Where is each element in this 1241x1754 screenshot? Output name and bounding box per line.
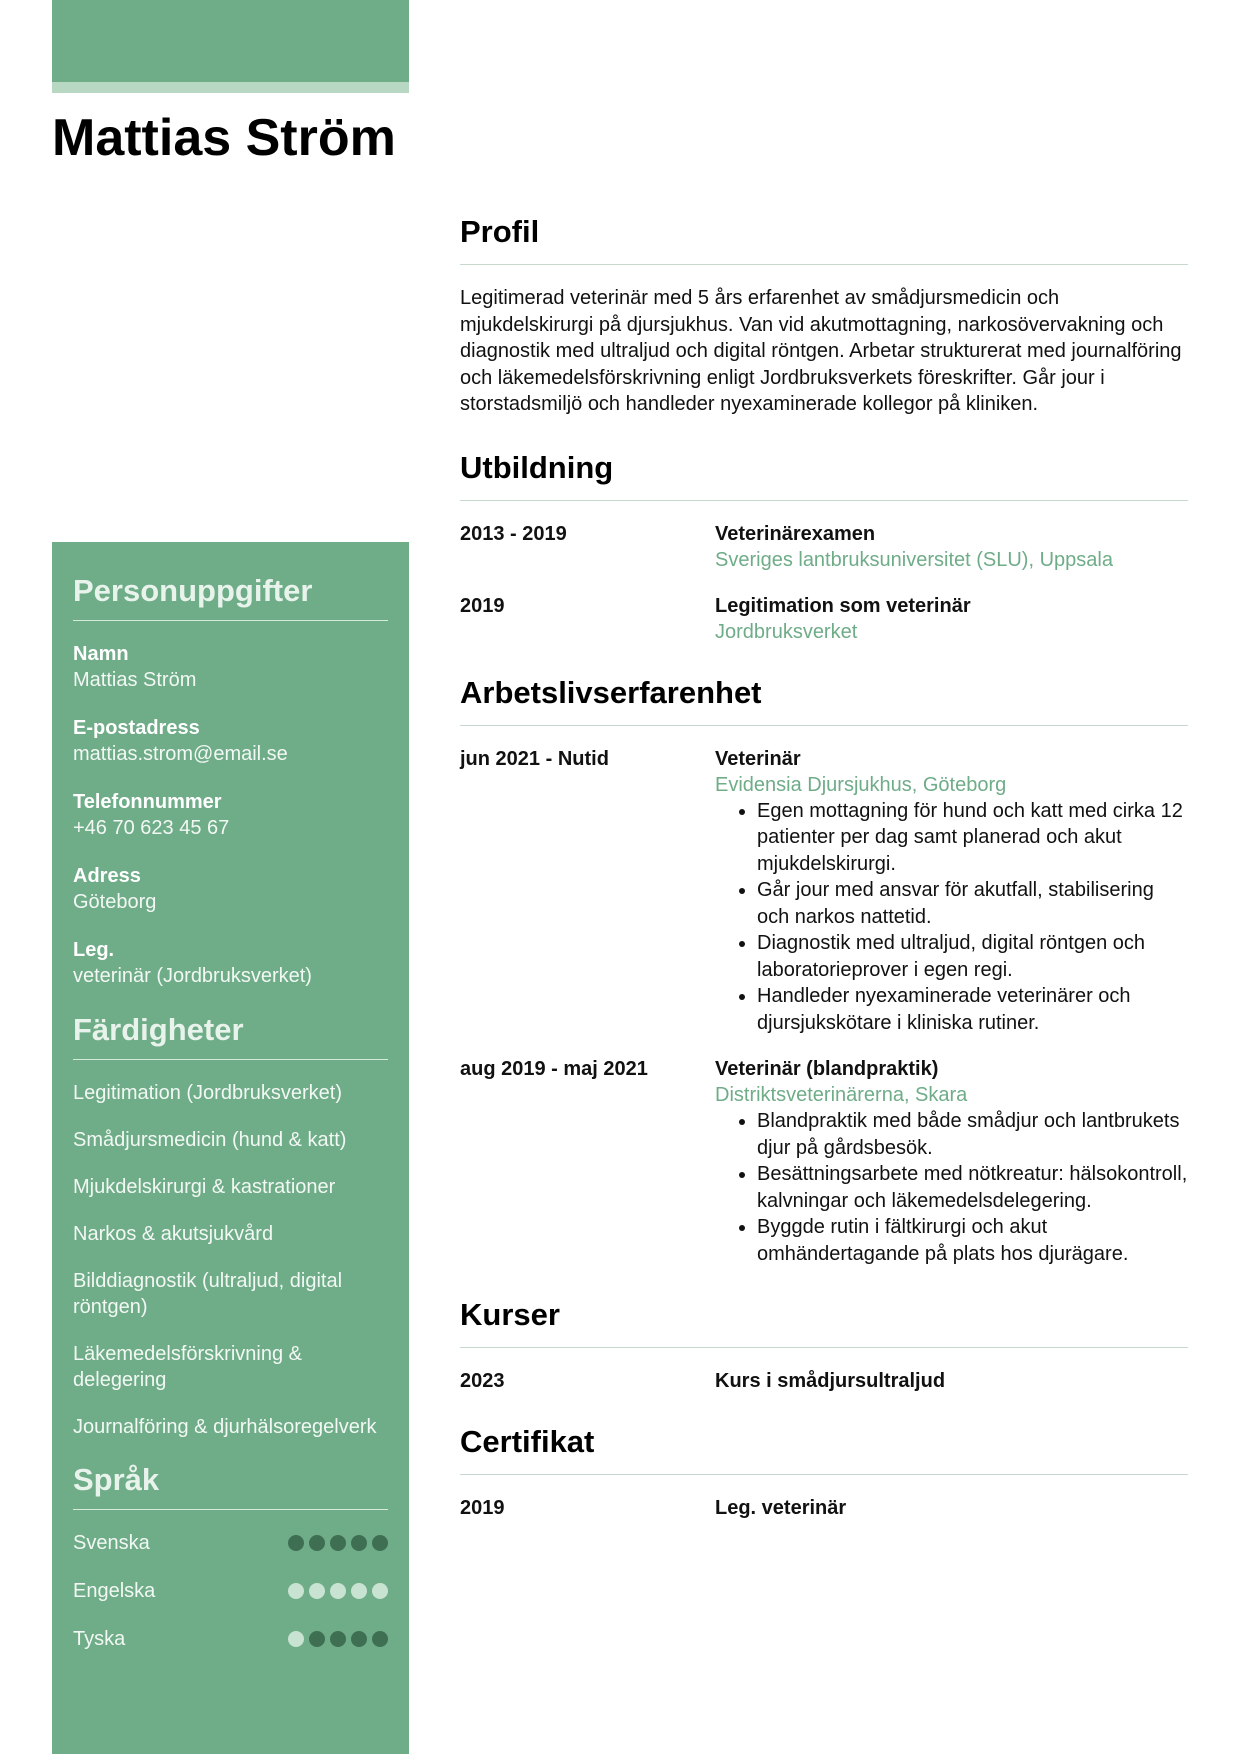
entry-body [715, 1056, 1188, 1267]
education-section [460, 448, 1188, 645]
sidebar [52, 542, 409, 1754]
languages-heading: Språk [73, 1461, 388, 1510]
personal-label: E-postadress [73, 717, 200, 739]
level-dot [351, 1583, 367, 1599]
bullet-item: • Handleder nyexaminerade veterinärer och djursjukskötare i kliniska rutiner. [757, 983, 1188, 1036]
license-value: veterinär (Jordbruksverket) [73, 965, 312, 987]
level-dot [372, 1631, 388, 1647]
language-row [73, 1626, 388, 1652]
personal-heading: Personuppgifter [73, 572, 388, 621]
language-row [73, 1578, 388, 1604]
entry-date: 2019 [460, 594, 505, 617]
personal-item-phone [73, 789, 388, 841]
language-level-dots [288, 1535, 388, 1551]
certificates-section [460, 1422, 1188, 1521]
level-dot [330, 1583, 346, 1599]
personal-label: Namn [73, 643, 129, 665]
experience-section [460, 673, 1188, 1268]
entry-title: Kurs i smådjursultraljud [715, 1370, 946, 1392]
experience-entry [460, 746, 1188, 1037]
language-row [73, 1530, 388, 1556]
entry-title: Leg. veterinär [715, 1497, 847, 1519]
personal-label: Adress [73, 865, 141, 887]
phone-value: +46 70 623 45 67 [73, 817, 230, 839]
page-title: Mattias Ström [52, 109, 396, 167]
education-entry [460, 521, 1188, 573]
profile-heading: Profil [460, 212, 1188, 265]
level-dot [351, 1631, 367, 1647]
bullet-item: • Besättningsarbete med nötkreatur: hälsokontroll, kalvningar och läkemedelsdelegering. [757, 1161, 1188, 1214]
experience-heading: Arbetslivserfarenhet [460, 673, 1188, 726]
skills-heading: Färdigheter [73, 1011, 388, 1060]
entry-org: Evidensia Djursjukhus, Göteborg [715, 773, 1007, 796]
courses-section [460, 1295, 1188, 1394]
level-dot [288, 1631, 304, 1647]
experience-entry [460, 1056, 1188, 1267]
main-content [460, 212, 1188, 1549]
skill-item: Journalföring & djurhälsoregelverk [73, 1416, 377, 1438]
entry-org: Jordbruksverket [715, 620, 858, 643]
email-value: mattias.strom@email.se [73, 743, 288, 765]
skill-item: Mjukdelskirurgi & kastrationer [73, 1176, 336, 1198]
header-accent-stripe [52, 82, 409, 93]
personal-item-license [73, 937, 388, 989]
personal-item-address [73, 863, 388, 915]
entry-org: Sveriges lantbruksuniversitet (SLU), Uppsala [715, 548, 1113, 571]
profile-text: Legitimerad veterinär med 5 års erfarenhet av smådjursmedicin och mjukdelskirurgi på djursjukhus. Van vid akutmottagning, narkosövervakning och diagnostik med ultraljud och digital röntgen. Arbetar strukturerat med journalföring och läkemedelsförskrivning enligt Jordbruksverkets föreskrifter. Går jour i storstadsmiljö och handleder nyexaminerade kollegor på kliniken. [460, 287, 1182, 415]
entry-title: Veterinär (blandpraktik) [715, 1058, 939, 1080]
certificates-heading: Certifikat [460, 1422, 1188, 1475]
entry-date: 2013 - 2019 [460, 522, 567, 545]
level-dot [330, 1631, 346, 1647]
entry-date: aug 2019 - maj 2021 [460, 1058, 648, 1080]
personal-label: Telefonnummer [73, 791, 222, 813]
bullet-item: • Går jour med ansvar för akutfall, stabilisering och narkos nattetid. [757, 877, 1188, 930]
languages-list [73, 1530, 388, 1652]
entry-date: 2019 [460, 1497, 505, 1519]
skill-item: Narkos & akutsjukvård [73, 1223, 274, 1245]
language-level-dots [288, 1583, 388, 1599]
level-dot [351, 1535, 367, 1551]
skill-item: Bilddiagnostik (ultraljud, digital röntgen) [73, 1270, 343, 1318]
courses-heading: Kurser [460, 1295, 1188, 1348]
level-dot [309, 1583, 325, 1599]
entry-body [715, 593, 1188, 645]
level-dot [372, 1583, 388, 1599]
profile-section [460, 212, 1188, 418]
entry-title: Veterinärexamen [715, 522, 876, 545]
skill-item: Smådjursmedicin (hund & katt) [73, 1129, 347, 1151]
level-dot [288, 1535, 304, 1551]
entry-bullets [715, 1108, 1188, 1267]
skills-list [73, 1080, 388, 1440]
skill-item: Läkemedelsförskrivning & delegering [73, 1343, 302, 1391]
language-name: Engelska [73, 1579, 156, 1602]
language-level-dots [288, 1631, 388, 1647]
personal-label: Leg. [73, 939, 115, 961]
personal-list [73, 641, 388, 989]
entry-bullets [715, 798, 1188, 1037]
level-dot [309, 1535, 325, 1551]
language-name: Tyska [73, 1627, 126, 1650]
entry-body [715, 746, 1188, 1037]
bullet-item: • Blandpraktik med både smådjur och lantbrukets djur på gårdsbesök. [757, 1108, 1188, 1161]
bullet-item: • Egen mottagning för hund och katt med cirka 12 patienter per dag samt planerad och akut mjukdelskirurgi. [757, 798, 1188, 878]
bullet-item: • Diagnostik med ultraljud, digital röntgen och laboratorieprover i egen regi. [757, 930, 1188, 983]
personal-item-email [73, 715, 388, 767]
certificate-entry [460, 1495, 1188, 1521]
skill-item: Legitimation (Jordbruksverket) [73, 1082, 342, 1104]
entry-title: Veterinär [715, 747, 801, 770]
level-dot [372, 1535, 388, 1551]
education-heading: Utbildning [460, 448, 1188, 501]
header-accent-block [52, 0, 409, 82]
level-dot [309, 1631, 325, 1647]
language-name: Svenska [73, 1531, 150, 1554]
personal-value: Mattias Ström [73, 669, 197, 691]
personal-item-name [73, 641, 388, 693]
level-dot [288, 1583, 304, 1599]
entry-org: Distriktsveterinärerna, Skara [715, 1084, 968, 1106]
entry-body [715, 1368, 1188, 1394]
bullet-item: • Byggde rutin i fältkirurgi och akut omhändertagande på plats hos djurägare. [757, 1214, 1188, 1267]
entry-title: Legitimation som veterinär [715, 594, 971, 617]
education-entry [460, 593, 1188, 645]
entry-body [715, 1495, 1188, 1521]
course-entry [460, 1368, 1188, 1394]
address-value: Göteborg [73, 891, 157, 913]
entry-date: jun 2021 - Nutid [460, 747, 609, 770]
entry-date: 2023 [460, 1370, 505, 1392]
level-dot [330, 1535, 346, 1551]
entry-body [715, 521, 1188, 573]
